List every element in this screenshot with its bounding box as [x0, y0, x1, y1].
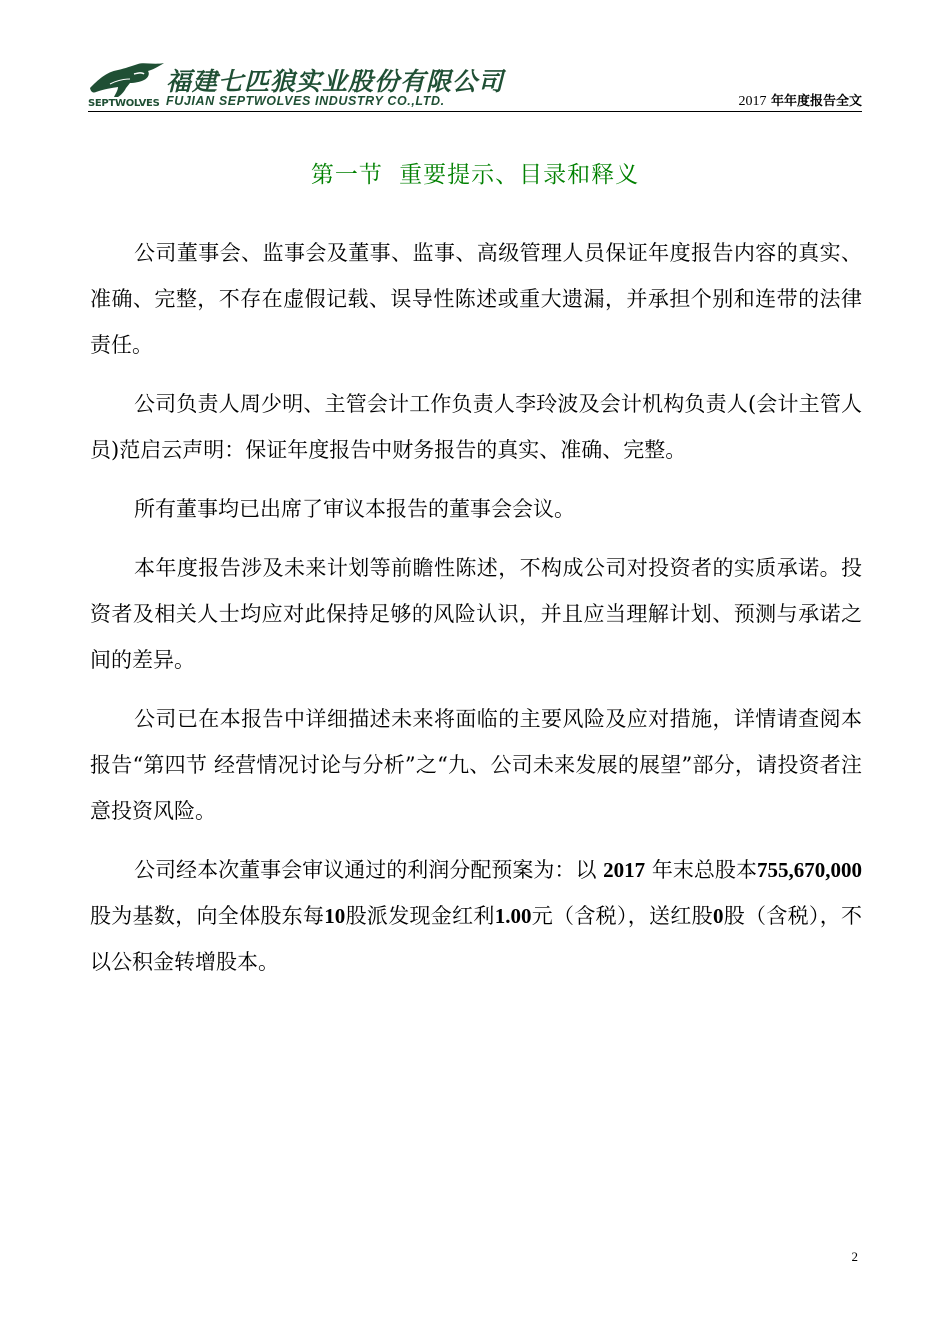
paragraph-directors-attendance: 所有董事均已出席了审议本报告的董事会会议。: [134, 497, 575, 521]
page-number: 2: [851, 1249, 858, 1264]
dist-cash-dividend: 1.00: [494, 904, 532, 928]
dist-bonus-shares: 0: [712, 904, 724, 928]
dist-text-3: 股为基数，向全体股东每: [90, 904, 325, 928]
report-title: [738, 90, 862, 110]
company-name-en: FUJIAN SEPTWOLVES INDUSTRY CO.,LTD.: [166, 94, 445, 108]
brand-name-en: SEPTWOLVES: [88, 98, 160, 109]
dist-text-2: 年末总股本: [645, 858, 757, 882]
paragraph-board-guarantee: 公司董事会、监事会及董事、监事、高级管理人员保证年度报告内容的真实、准确、完整，不存在虚假记载、误导性陈述或重大遗漏，并承担个别和连带的法律责任。: [90, 241, 862, 357]
document-body: [90, 230, 862, 998]
section-title: 第一节 重要提示、目录和释义: [310, 162, 640, 188]
company-name-cn: 福建七匹狼实业股份有限公司: [166, 67, 505, 96]
report-title-text: 年年度报告全文: [766, 94, 862, 109]
paragraph-profit-distribution: [90, 847, 862, 985]
dist-text-6: 股（含税），不以公积金转增股本。: [90, 904, 863, 974]
dist-text-1: 公司经本次董事会审议通过的利润分配预案为：以: [134, 858, 604, 882]
paragraph-forward-looking: 本年度报告涉及未来计划等前瞻性陈述，不构成公司对投资者的实质承诺。投资者及相关人士均应对此保持足够的风险认识，并且应当理解计划、预测与承诺之间的差异。: [90, 556, 862, 672]
paragraph-risk-notice: 公司已在本报告中详细描述未来将面临的主要风险及应对措施，详情请查阅本报告“第四节 经营情况讨论与分析”之“九、公司未来发展的展望”部分，请投资者注意投资风险。: [90, 707, 862, 823]
page-header: [88, 60, 862, 112]
dist-total-shares: 755,670,000: [756, 858, 862, 882]
dist-text-5: 元（含税），送红股: [531, 904, 713, 928]
dist-year: 2017: [603, 858, 646, 882]
header-divider: [88, 111, 862, 112]
paragraph-responsible-persons: 公司负责人周少明、主管会计工作负责人李玲波及会计机构负责人(会计主管人员)范启云声明：保证年度报告中财务报告的真实、准确、完整。: [90, 392, 862, 462]
report-year: 2017: [738, 94, 767, 109]
wolf-logo-icon: [88, 62, 168, 102]
dist-per-shares: 10: [324, 904, 346, 928]
dist-text-4: 股派发现金红利: [345, 904, 495, 928]
